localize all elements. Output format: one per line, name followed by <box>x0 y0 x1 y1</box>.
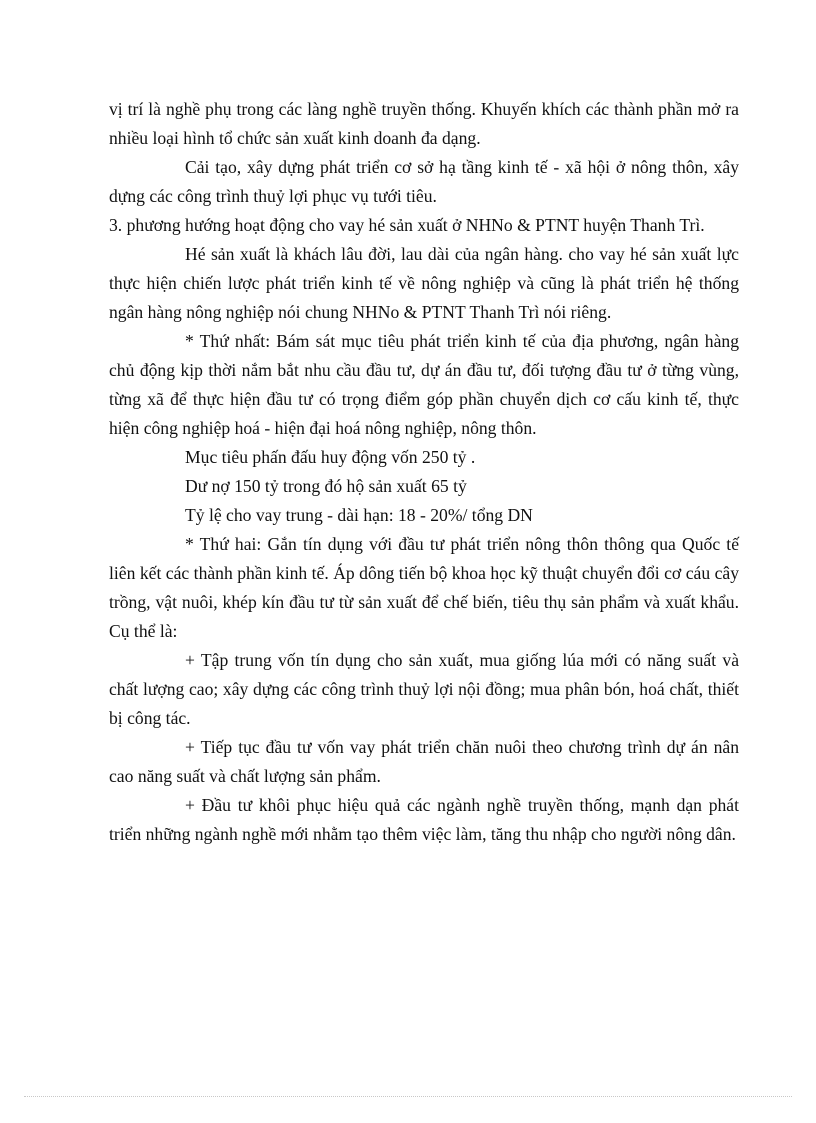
target-line: Dư nợ 150 tỷ trong đó hộ sản xuất 65 tỷ <box>185 476 467 496</box>
paragraph: vị trí là nghề phụ trong các làng nghề truyền thống. Khuyến khích các thành phần mở ra nhiều loại hình tổ chức sản xuất kinh doanh đa dạng. <box>109 99 739 148</box>
page-footer-divider <box>24 1096 792 1097</box>
list-item: + Đầu tư khôi phục hiệu quả các ngành nghề truyền thống, mạnh dạn phát triển những ngành nghề mới nhằm tạo thêm việc làm, tăng thu nhập cho người nông dân. <box>109 795 739 844</box>
section-heading: 3. phương hướng hoạt động cho vay hé sản xuất ở NHNo & PTNT huyện Thanh Trì. <box>109 215 705 235</box>
paragraph: Cải tạo, xây dựng phát triển cơ sở hạ tầng kinh tế - xã hội ở nông thôn, xây dựng các công trình thuỷ lợi phục vụ tưới tiêu. <box>109 157 739 206</box>
paragraph: * Thứ nhất: Bám sát mục tiêu phát triển kinh tế của địa phương, ngân hàng chủ động kịp thời nắm bắt nhu cầu đầu tư, dự án đầu tư, đối tượng đầu tư ở từng vùng, từng xã để thực hiện đầu tư có trọng điểm góp phần chuyển dịch cơ cấu kinh tế, thực hiện công nghiệp hoá - hiện đại hoá nông nghiệp, nông thôn. <box>109 331 739 438</box>
list-item: + Tiếp tục đầu tư vốn vay phát triển chăn nuôi theo chương trình dự án nân cao năng suất và chất lượng sản phẩm. <box>109 737 739 786</box>
body-text <box>109 95 739 849</box>
list-item: + Tập trung vốn tín dụng cho sản xuất, mua giống lúa mới có năng suất và chất lượng cao; xây dựng các công trình thuỷ lợi nội đồng; mua phân bón, hoá chất, thiết bị công tác. <box>109 650 739 728</box>
target-line: Tỷ lệ cho vay trung - dài hạn: 18 - 20%/ tổng DN <box>185 505 533 525</box>
paragraph: Hé sản xuất là khách lâu đời, lau dài của ngân hàng. cho vay hé sản xuất lực thực hiện chiến lược phát triển kinh tế về nông nghiệp và cũng là phát triển hệ thống ngân hàng nông nghiệp nói chung NHNo & PTNT Thanh Trì nói riêng. <box>109 244 739 322</box>
paragraph: * Thứ hai: Gắn tín dụng với đầu tư phát triển nông thôn thông qua Quốc tế liên kết các thành phần kinh tế. Áp dông tiến bộ khoa học kỹ thuật chuyển đổi cơ cáu cây trồng, vật nuôi, khép kín đầu tư từ sản xuất để chế biến, tiêu thụ sản phẩm và xuất khẩu. Cụ thể là: <box>109 534 739 641</box>
target-line: Mục tiêu phấn đấu huy động vốn 250 tỷ . <box>185 447 476 467</box>
